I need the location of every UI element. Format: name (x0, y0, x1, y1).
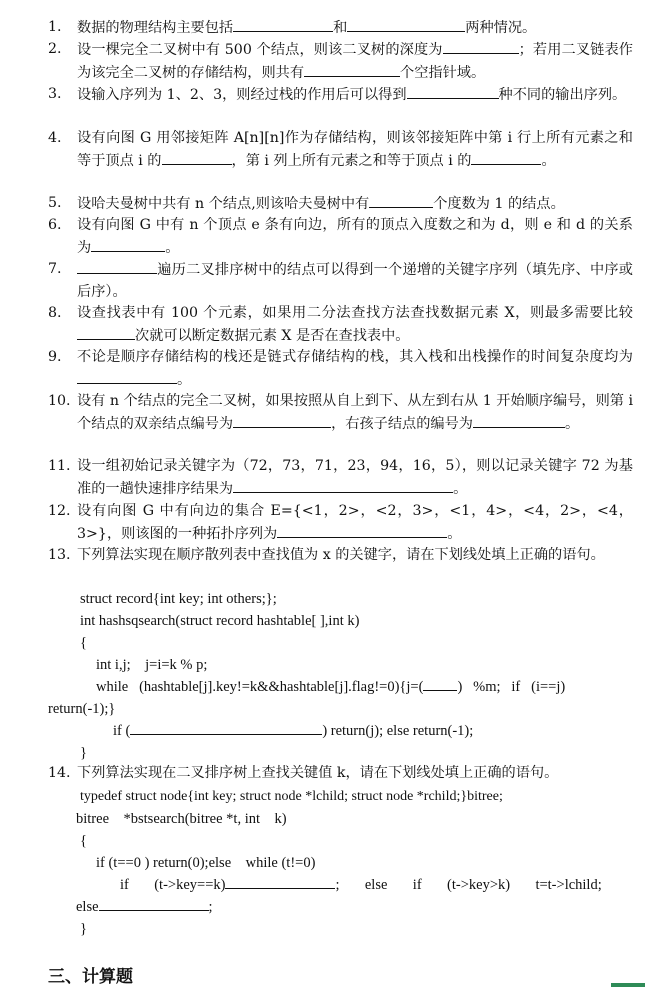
code-text: ) %m; if (i==j) (457, 679, 566, 695)
question-number: 7. (48, 261, 62, 277)
code-line: bitree *bstsearch(bitree *t, int k) (76, 811, 287, 827)
question-number: 11. (48, 458, 71, 474)
answer-blank[interactable] (423, 676, 457, 691)
code-text: if ( (113, 723, 131, 739)
question-text: ，第 i 列上所有元素之和等于顶点 i 的 (231, 152, 472, 169)
question-text: 设一棵完全二叉树中有 500 个结点，则该二叉树的深度为 (77, 42, 443, 58)
code-text: ) return(j); else return(-1); (322, 723, 474, 739)
question-text: 设有向图 G 中有向边的集合 E={<1，2>，<2，3>，<1，4>，<4，2>，<4，3>}，则该图的一种拓扑序列为 (77, 503, 633, 542)
code-line: } (80, 745, 87, 761)
code-line: if (t==0 ) return(0);else while (t!=0) (96, 855, 316, 871)
question-text: 设有向图 G 中有 n 个顶点 e 条有向边，所有的顶点入度数之和为 d，则 e 和 d 的关系为 (77, 217, 633, 256)
question-2 (48, 39, 633, 84)
code-text: ; else if (t->key>k) t=t->lchild; (335, 877, 602, 893)
question-5 (48, 193, 633, 216)
answer-blank[interactable] (233, 478, 453, 493)
question-number: 1. (48, 19, 62, 35)
question-9 (48, 347, 633, 391)
question-text: ；若用二叉链表作为该完全二叉树的存储结构，则共有 (77, 42, 633, 81)
question-text: 个空指针域。 (400, 64, 486, 81)
code-line: int hashsqsearch(struct record hashtable[ ],int k) (80, 613, 360, 629)
question-text: 。 (447, 525, 462, 542)
question-number: 13. (48, 547, 71, 563)
answer-blank[interactable] (77, 369, 177, 384)
answer-blank[interactable] (347, 17, 465, 32)
question-text: 和 (333, 20, 348, 36)
question-text: 。 (564, 415, 580, 432)
question-text: 个度数为 1 的结点。 (433, 196, 565, 212)
question-number: 12. (48, 503, 71, 519)
question-text: 不论是顺序存储结构的栈还是链式存储结构的栈，其入栈和出栈操作的时间复杂度均为 (77, 349, 633, 365)
question-14 (48, 763, 633, 785)
question-text: 设一组初始记录关键字为（72，73，71，23，94，16，5），则以记录关键字 72 为基准的一趟快速排序结果为 (77, 458, 633, 497)
question-text: 下列算法实现在顺序散列表中查找值为 x 的关键字，请在下划线处填上正确的语句。 (77, 547, 605, 563)
answer-blank[interactable] (369, 193, 433, 208)
question-number: 9. (48, 349, 62, 365)
question-text: 设哈夫曼树中共有 n 个结点,则该哈夫曼树中有 (77, 196, 370, 212)
answer-blank[interactable] (407, 84, 499, 99)
question-text: ，右孩子结点的编号为 (331, 415, 473, 432)
question-text: 。 (165, 239, 180, 256)
question-11 (48, 456, 633, 500)
question-text: 。 (177, 371, 192, 388)
answer-blank[interactable] (99, 896, 209, 911)
answer-blank[interactable] (471, 150, 541, 165)
question-4 (48, 128, 633, 172)
code-line (120, 874, 602, 896)
question-text: 。 (541, 152, 556, 169)
code-text: ; (208, 899, 213, 915)
code-line: { (80, 833, 87, 849)
question-text: 次就可以断定数据元素 X 是否在查找表中。 (135, 327, 410, 344)
answer-blank[interactable] (77, 325, 135, 340)
question-text: 遍历二叉排序树中的结点可以得到一个递增的关键字序列（填先序、中序或后序）。 (77, 262, 633, 300)
answer-blank[interactable] (130, 720, 322, 735)
question-text: 种不同的输出序列。 (498, 87, 627, 103)
code-line (113, 720, 473, 742)
question-number: 3. (48, 86, 62, 102)
code-line: typedef struct node{int key; struct node *lchild; struct node *rchild;}bitree; (80, 789, 503, 804)
question-number: 4. (48, 130, 62, 146)
question-1 (48, 17, 633, 40)
question-13 (48, 545, 633, 567)
code-line: { (80, 635, 87, 651)
code-line: } (80, 921, 87, 937)
question-text: 数据的物理结构主要包括 (77, 20, 234, 36)
answer-blank[interactable] (277, 523, 447, 538)
question-text: 两种情况。 (465, 20, 537, 36)
code-line: int i,j; j=i=k % p; (96, 657, 208, 673)
section-title: 三、计算题 (48, 967, 133, 987)
question-6 (48, 215, 633, 259)
answer-blank[interactable] (443, 39, 519, 54)
page-corner-marker (611, 983, 645, 987)
code-text: while (hashtable[j].key!=k&&hashtable[j].flag!=0){j=( (96, 679, 424, 695)
code-line: return(-1);} (48, 701, 116, 717)
answer-blank[interactable] (473, 413, 565, 428)
question-8 (48, 303, 633, 347)
answer-blank[interactable] (233, 413, 331, 428)
answer-blank[interactable] (233, 17, 333, 32)
question-text: 设查找表中有 100 个元素，如果用二分法查找方法查找数据元素 X，则最多需要比较 (77, 305, 633, 321)
question-number: 8. (48, 305, 62, 321)
question-number: 14. (48, 765, 71, 781)
answer-blank[interactable] (225, 874, 335, 889)
question-number: 2. (48, 41, 62, 57)
question-number: 6. (48, 217, 62, 233)
code-line: struct record{int key; int others;}; (80, 591, 277, 607)
code-line (96, 676, 565, 698)
answer-blank[interactable] (162, 150, 232, 165)
question-text: 。 (453, 480, 468, 497)
question-3 (48, 84, 633, 107)
code-text: else (76, 899, 99, 915)
question-12 (48, 501, 633, 545)
answer-blank[interactable] (91, 237, 165, 252)
question-text: 设有向图 G 用邻接矩阵 A[n][n]作为存储结构，则该邻接矩阵中第 i 行上所有元素之和等于顶点 i 的 (77, 130, 633, 169)
answer-blank[interactable] (304, 62, 400, 77)
question-7 (48, 259, 633, 303)
code-line (76, 896, 213, 918)
question-text: 设输入序列为 1、2、3，则经过栈的作用后可以得到 (77, 87, 407, 103)
question-number: 5. (48, 195, 62, 211)
question-10 (48, 391, 633, 435)
question-text: 下列算法实现在二叉排序树上查找关键值 k，请在下划线处填上正确的语句。 (77, 765, 559, 781)
question-number: 10. (48, 393, 71, 409)
answer-blank[interactable] (77, 259, 157, 274)
code-text: if (t->key==k) (120, 877, 226, 893)
question-text: 设有 n 个结点的完全二叉树，如果按照从自上到下、从左到右从 1 开始顺序编号，则第 i 个结点的双亲结点编号为 (77, 393, 634, 432)
